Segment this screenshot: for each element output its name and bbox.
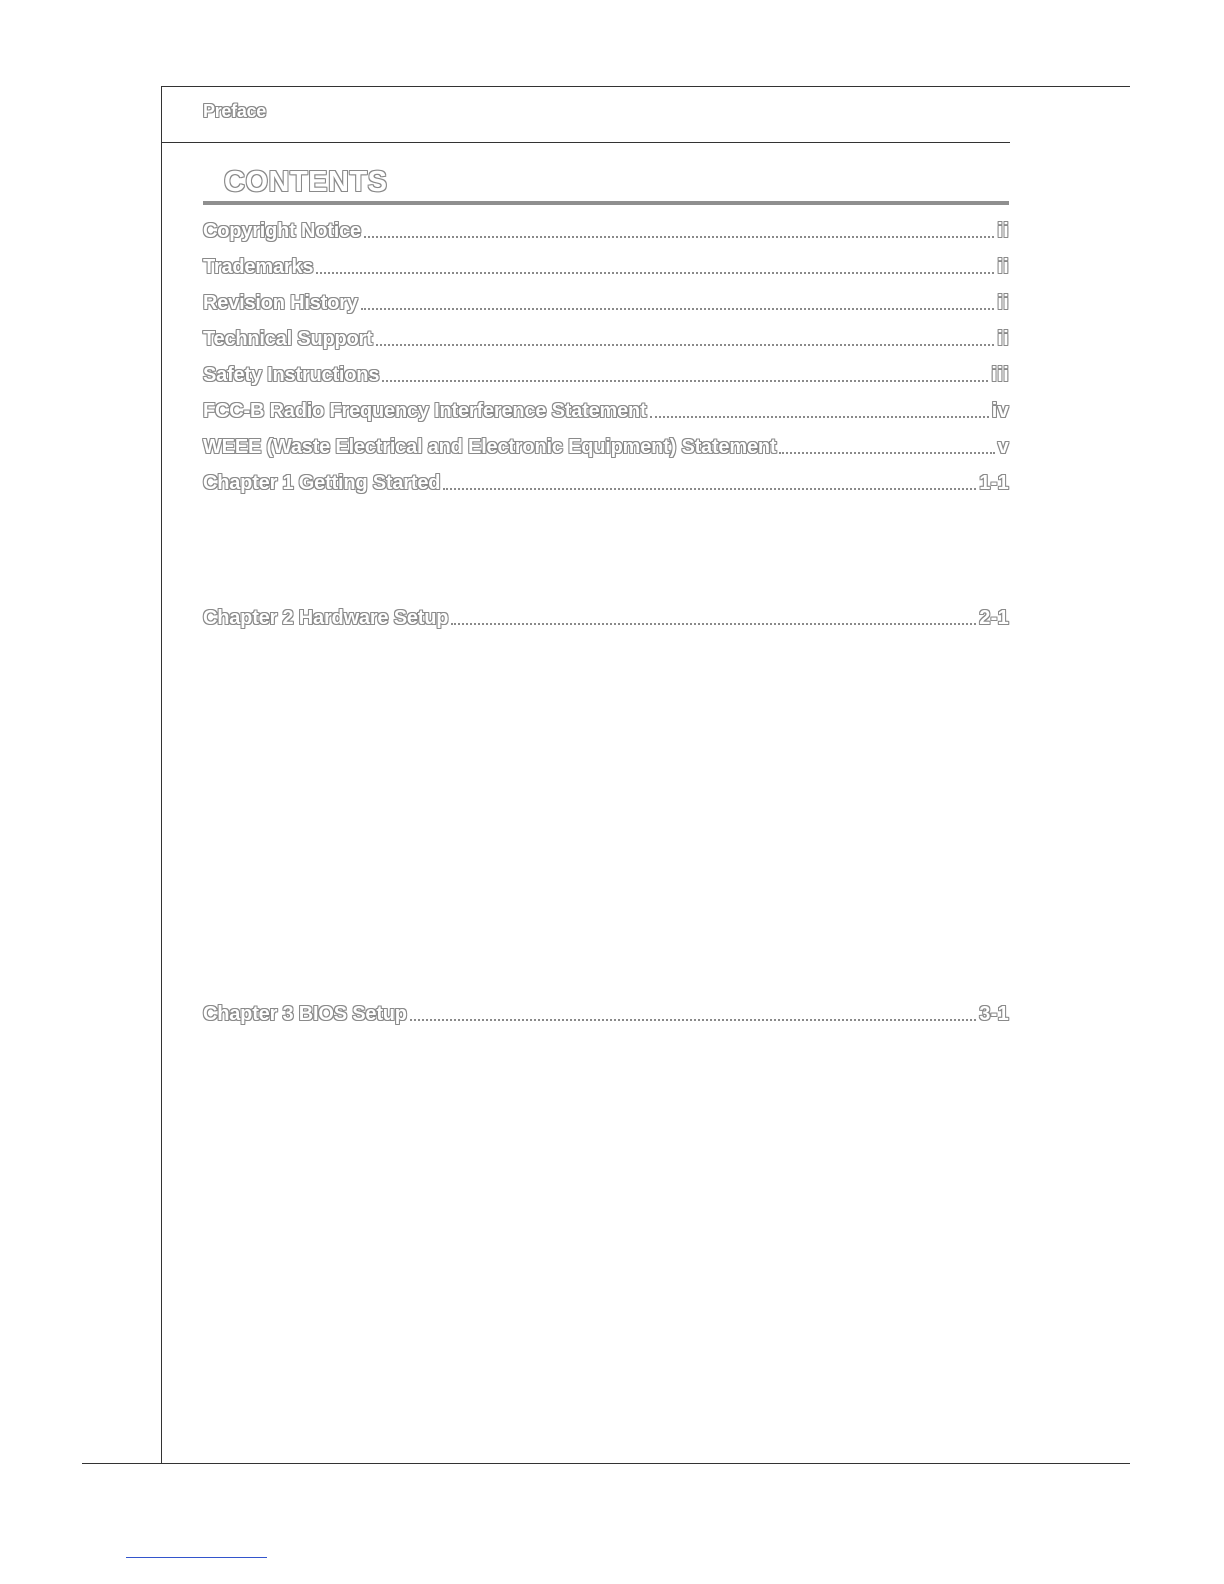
toc-entry-chapter-2[interactable]	[203, 604, 1009, 630]
toc-entry-safety-instructions[interactable]	[203, 361, 1009, 387]
toc-page-number: 3-1	[979, 1003, 1009, 1025]
toc-entry-revision-history[interactable]	[203, 289, 1009, 315]
toc-page-number: ii	[997, 292, 1009, 314]
page-title: CONTENTS	[224, 166, 388, 198]
toc-page-number: v	[997, 436, 1009, 458]
toc-dot-leader	[410, 1019, 976, 1021]
toc-page-number: 2-1	[979, 607, 1009, 629]
toc-page-number: ii	[997, 328, 1009, 350]
toc-entry-label: Chapter 3 BIOS Setup	[203, 1003, 407, 1025]
toc-entry-label: Chapter 2 Hardware Setup	[203, 607, 449, 629]
toc-dot-leader	[316, 272, 994, 274]
left-rule	[161, 86, 162, 1464]
toc-dot-leader	[443, 488, 976, 490]
toc-entry-copyright-notice[interactable]	[203, 217, 1009, 243]
toc-dot-leader	[650, 416, 989, 418]
toc-entry-label: Safety Instructions	[203, 364, 380, 386]
toc-entry-trademarks[interactable]	[203, 253, 1009, 279]
toc-dot-leader	[376, 344, 995, 346]
toc-page-number: iv	[991, 400, 1009, 422]
toc-entry-label: FCC-B Radio Frequency Interference Statement	[203, 400, 647, 422]
toc-dot-leader	[361, 308, 995, 310]
toc-entry-chapter-3[interactable]	[203, 1000, 1009, 1026]
toc-entry-label: Chapter 1 Getting Started	[203, 472, 441, 494]
toc-entry-technical-support[interactable]	[203, 325, 1009, 351]
toc-dot-leader	[382, 380, 988, 382]
table-of-contents	[203, 0, 1009, 1584]
toc-dot-leader	[364, 236, 994, 238]
toc-entry-chapter-1[interactable]	[203, 469, 1009, 495]
toc-dot-leader	[451, 623, 976, 625]
toc-entry-label: Copyright Notice	[203, 220, 361, 242]
toc-page-number: 1-1	[979, 472, 1009, 494]
toc-entry-weee-statement[interactable]	[203, 433, 1009, 459]
toc-page-number: iii	[991, 364, 1009, 386]
toc-entry-label: WEEE (Waste Electrical and Electronic Equipment) Statement	[203, 436, 777, 458]
section-label: Preface	[203, 101, 266, 121]
toc-entry-fcc-statement[interactable]	[203, 397, 1009, 423]
toc-dot-leader	[779, 452, 994, 454]
toc-page-number: ii	[997, 220, 1009, 242]
toc-page-number: ii	[997, 256, 1009, 278]
toc-entry-label: Revision History	[203, 292, 358, 314]
toc-entry-label: Technical Support	[203, 328, 373, 350]
toc-entry-label: Trademarks	[203, 256, 314, 278]
